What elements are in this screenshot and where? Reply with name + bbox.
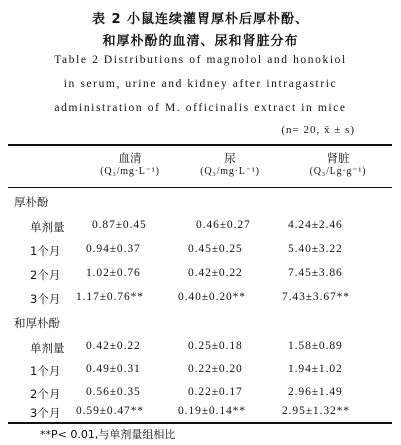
table-cell: 0.45±0.25 — [188, 243, 243, 255]
table-cell: 1.94±1.02 — [288, 363, 343, 375]
column-header-serum: 血清 — [118, 151, 142, 165]
table-cell: 0.94±0.37 — [86, 243, 141, 255]
table-header-rule — [8, 187, 392, 188]
table-cell: 0.22±0.20 — [188, 363, 243, 375]
column-header-urine: 尿 — [224, 151, 236, 165]
sample-size-note: (n= 20, x̄ ± s) — [281, 124, 355, 136]
table-cell: 2.95±1.32** — [282, 405, 350, 417]
column-unit-kidney: (Q₃/Lg·g⁻¹) — [309, 166, 367, 177]
table-cell: 4.24±2.46 — [288, 219, 343, 231]
table-cell: 0.25±0.18 — [188, 340, 243, 352]
table-bottom-rule — [8, 422, 392, 424]
row-label: 3个月 — [30, 406, 61, 420]
table-cell: 0.46±0.27 — [196, 219, 251, 231]
row-label: 2个月 — [30, 268, 61, 282]
table-cell: 1.17±0.76** — [76, 291, 144, 303]
column-header-kidney: 肾脏 — [326, 151, 350, 165]
table-title-chinese-line-2: 和厚朴酚的血清、尿和肾脏分布 — [102, 34, 299, 49]
column-unit-serum: (Q₃/mg·L⁻¹) — [100, 166, 160, 177]
table-cell: 0.59±0.47** — [76, 405, 144, 417]
group-label-magnolol: 厚朴酚 — [14, 195, 49, 209]
table-cell: 0.42±0.22 — [86, 340, 141, 352]
significance-footnote: **P< 0.01,与单剂量组相比 — [40, 428, 176, 441]
table-top-rule — [8, 144, 392, 146]
table-cell: 1.58±0.89 — [288, 340, 343, 352]
table-cell: 0.40±0.20** — [178, 291, 246, 303]
row-label: 1个月 — [30, 364, 61, 378]
row-label: 3个月 — [30, 292, 61, 306]
table-cell: 0.22±0.17 — [188, 386, 243, 398]
row-label: 1个月 — [30, 244, 61, 258]
table-cell: 7.43±3.67** — [282, 291, 350, 303]
table-cell: 1.02±0.76 — [86, 267, 141, 279]
table-cell: 0.19±0.14** — [178, 405, 246, 417]
table-title-english-line-2: in serum, urine and kidney after intragastric — [63, 78, 338, 90]
row-label: 2个月 — [30, 387, 61, 401]
table-cell: 0.49±0.31 — [86, 363, 141, 375]
table-title-english-line-3: administration of M. officinalis extract in mice — [54, 102, 347, 114]
table-cell: 5.40±3.22 — [288, 243, 343, 255]
table-cell: 0.87±0.45 — [92, 219, 147, 231]
table-title-chinese-line-1: 表 2 小鼠连续灌胃厚朴后厚朴酚、 — [91, 12, 310, 27]
table-cell: 0.56±0.35 — [86, 386, 141, 398]
row-label: 单剂量 — [30, 341, 65, 355]
column-unit-urine: (Q₃/mg·L⁻¹) — [200, 166, 260, 177]
table-cell: 7.45±3.86 — [288, 267, 343, 279]
row-label: 单剂量 — [30, 220, 65, 234]
table-title-english-line-1: Table 2 Distributions of magnolol and honokiol — [54, 54, 347, 66]
table-cell: 2.96±1.49 — [288, 386, 343, 398]
table-cell: 0.42±0.22 — [188, 267, 243, 279]
group-label-honokiol: 和厚朴酚 — [14, 316, 60, 330]
